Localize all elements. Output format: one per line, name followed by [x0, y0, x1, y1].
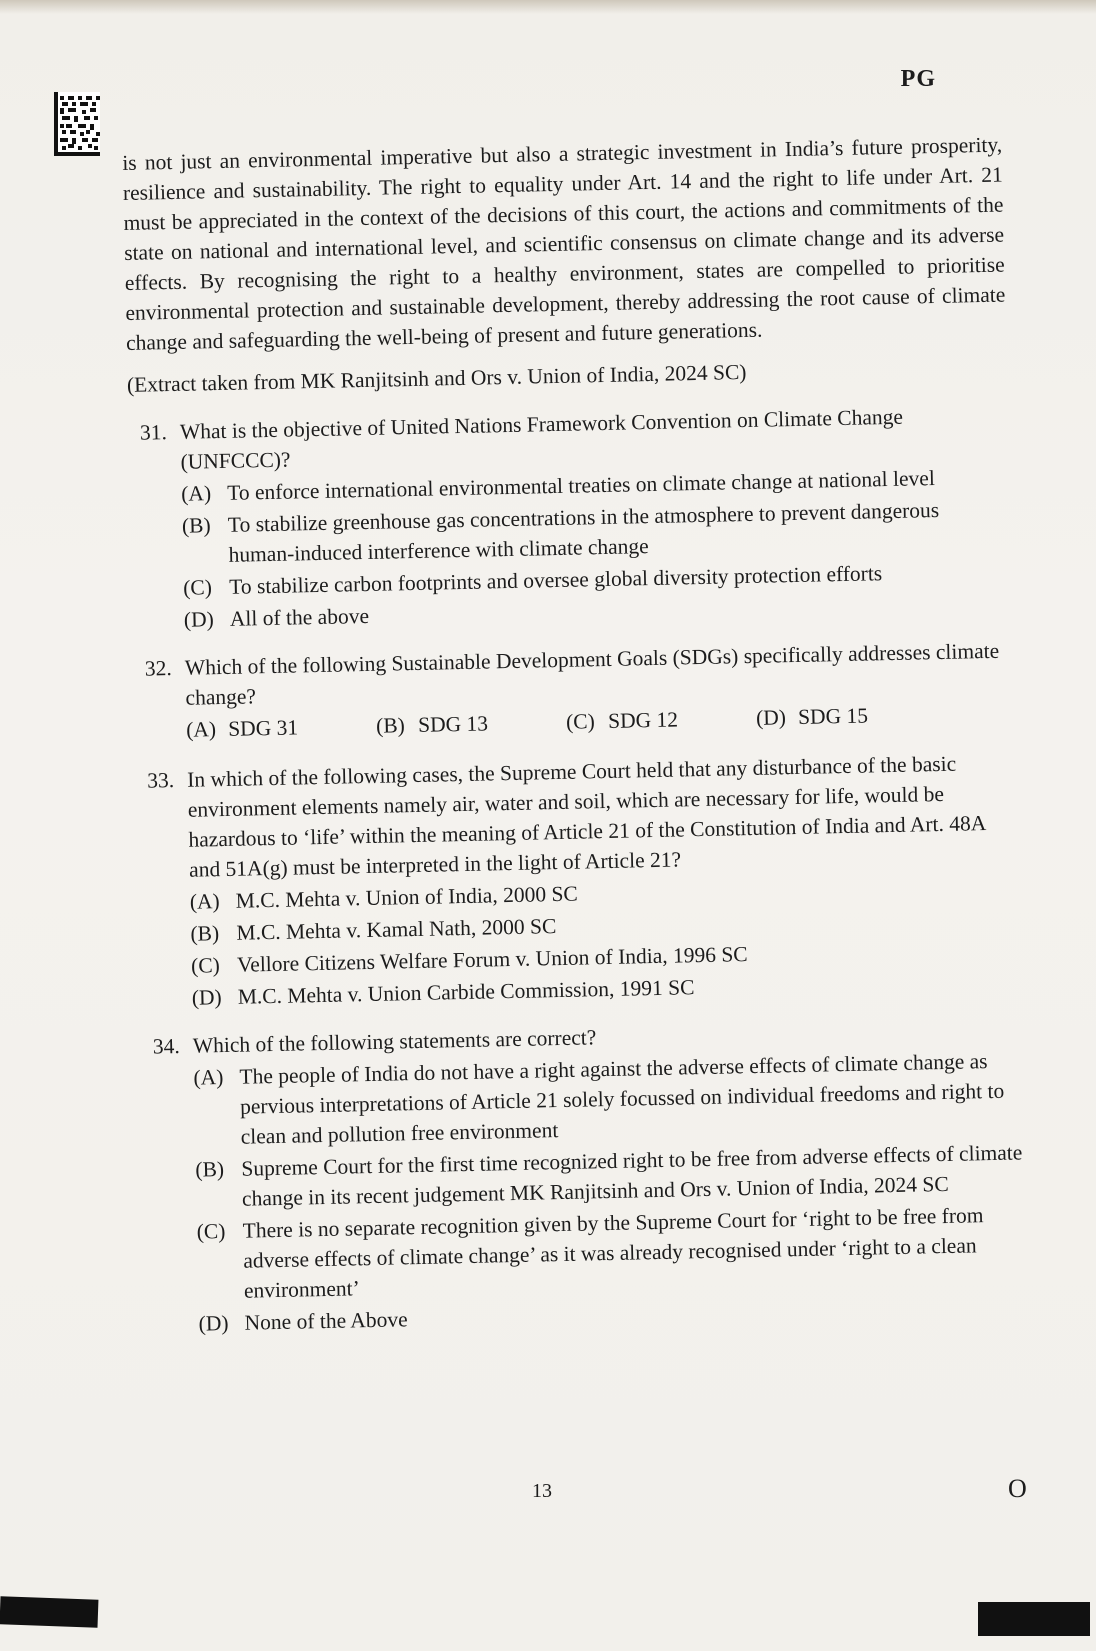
option-label: (A): [193, 1065, 224, 1090]
option-a: [193, 1045, 1023, 1152]
registration-mark-left: [0, 1596, 98, 1627]
option-label: (A): [181, 481, 212, 506]
question-31: [128, 400, 1012, 636]
page-content: [122, 130, 1027, 1358]
option-text: SDG 13: [417, 711, 489, 737]
option-label: (B): [190, 921, 220, 946]
option-label: (C): [196, 1219, 226, 1244]
option-d: [756, 699, 947, 733]
question-number: 32.: [144, 656, 173, 681]
option-text: M.C. Mehta v. Kamal Nath, 2000 SC: [236, 914, 557, 945]
option-label: (B): [195, 1157, 225, 1182]
option-label: (C): [182, 575, 213, 600]
question-number: 33.: [147, 768, 175, 793]
option-label: (D): [183, 607, 214, 632]
option-text: M.C. Mehta v. Union of India, 2000 SC: [235, 881, 578, 913]
option-text: Vellore Citizens Welfare Forum v. Union of India, 1996 SC: [236, 942, 748, 977]
options-list: [193, 1045, 1027, 1338]
question-text: In which of the following cases, the Supreme Court held that any disturbance of the basic environment elements namely air, water and soil, which are necessary for life, would be hazardous to ‘life’ within the meaning of Article 21 of the Constitution of India and Art. 48A and 51A(g) must be interpreted in the light of Article 21?: [186, 751, 986, 882]
option-text: The people of India do not have a right against the adverse effects of climate change as pervious interpretations of Article 21 solely focussed on individual freedoms and right to clean and pollution free environment: [239, 1049, 1005, 1149]
passage-source: (Extract taken from MK Ranjitsinh and Ors v. Union of India, 2024 SC): [126, 359, 747, 397]
page-edge-shadow: [0, 0, 1096, 14]
option-label: (B): [181, 513, 211, 538]
option-label: (B): [375, 713, 406, 738]
registration-mark-right: [978, 1602, 1090, 1636]
question-text: Which of the following statements are correct?: [192, 1025, 597, 1058]
option-text: To stabilize carbon footprints and oversee global diversity protection efforts: [228, 561, 883, 599]
option-text: Supreme Court for the first time recognized right to be free from adverse effects of climate change in its recent judgement MK Ranjitsinh and Ors v. Union of India, 2024 SC: [241, 1140, 1023, 1211]
option-label: (A): [189, 889, 220, 914]
paper-code: PG: [900, 66, 936, 92]
option-label: (A): [185, 717, 217, 742]
passage-text: is not just an environmental imperative but also a strategic investment in India’s future prosperity, resilience and sustainability. The right to equality under Art. 14 and the right to life under Art. 21 must be appreciated in the context of the decisions of this court, the actions and commitments of the state on national and international level, and scientific consensus on climate change and its adverse effects. By recognising the right to a healthy environment, states are compelled to prioritise environmental protection and sustainable development, thereby addressing the root cause of climate change and safeguarding the well-being of present and future generations.: [122, 132, 1006, 355]
option-text: None of the Above: [244, 1307, 408, 1335]
option-label: (C): [565, 709, 596, 734]
option-text: There is no separate recognition given by the Supreme Court for ‘right to be free from adverse effects of climate change’ as it was already recognised under ‘right to a clean environment’: [242, 1203, 984, 1303]
option-a: [186, 711, 377, 745]
option-c: [566, 703, 757, 737]
option-b: [376, 707, 567, 741]
question-text: Which of the following Sustainable Development Goals (SDGs) specifically addresses climate change?: [184, 638, 1000, 710]
option-label: (D): [755, 705, 787, 730]
question-34: [141, 1013, 1027, 1339]
option-text: All of the above: [229, 603, 370, 631]
options-list: [181, 461, 1012, 634]
page-number: 13: [532, 1480, 552, 1502]
option-text: To stabilize greenhouse gas concentrations in the atmosphere to prevent dangerous human-induced interference with climate change: [227, 497, 940, 567]
question-number: 31.: [139, 420, 168, 445]
option-text: SDG 15: [797, 703, 869, 729]
question-33: [135, 747, 1020, 1013]
option-label: (D): [198, 1311, 229, 1336]
option-c: [196, 1199, 1026, 1306]
option-text: SDG 12: [607, 707, 679, 733]
option-text: M.C. Mehta v. Union Carbide Commission, 1991 SC: [237, 975, 695, 1009]
option-label: (C): [190, 953, 221, 978]
question-text: What is the objective of United Nations Framework Convention on Climate Change (UNFCCC)?: [179, 404, 904, 474]
option-text: To enforce international environmental treaties on climate change at national level: [226, 466, 936, 505]
qr-code-icon: [54, 92, 100, 156]
question-number: 34.: [152, 1033, 180, 1059]
option-text: SDG 31: [227, 715, 299, 741]
booklet-series-code: O: [1008, 1474, 1027, 1503]
question-32: [133, 635, 1015, 747]
option-label: (D): [191, 985, 222, 1010]
options-list: [189, 869, 1019, 1012]
